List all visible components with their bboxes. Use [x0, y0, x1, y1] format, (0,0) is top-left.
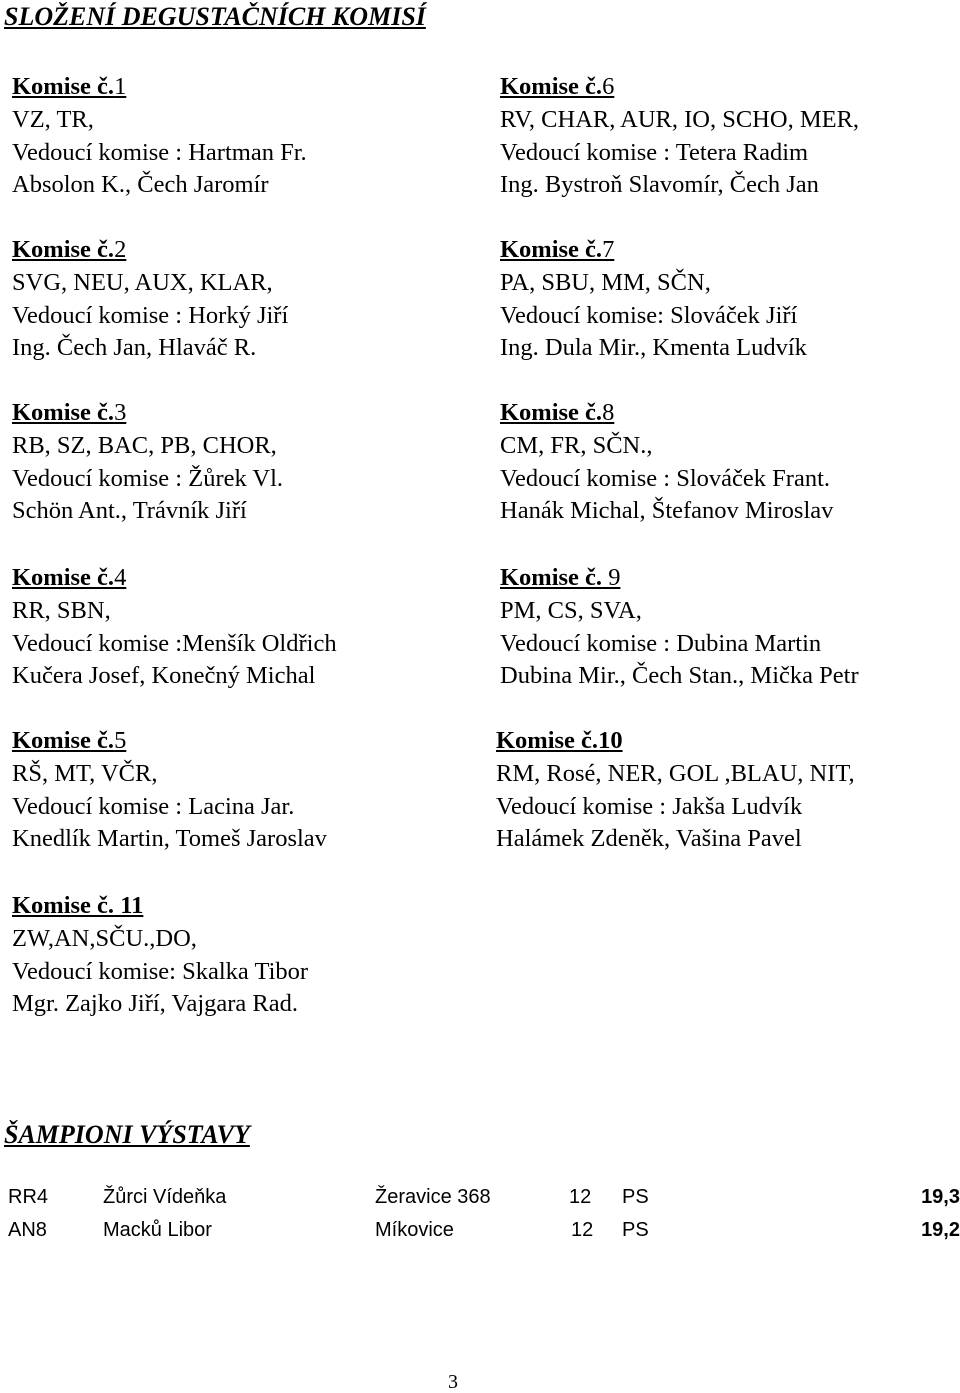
- komise-block-8: [500, 397, 833, 528]
- komise-leader: Vedoucí komise : Horký Jiří: [12, 301, 289, 329]
- komise-breeds: ZW,AN,SČU.,DO,: [12, 924, 197, 952]
- komise-breeds: PA, SBU, MM, SČN,: [500, 268, 711, 296]
- komise-leader: Vedoucí komise :Menšík Oldřich: [12, 629, 337, 657]
- komise-block-5: [12, 725, 327, 856]
- komise-block-2: [12, 234, 288, 365]
- komise-title: Komise č.8: [500, 399, 615, 426]
- komise-block-7: [500, 234, 807, 365]
- champion-type: PS: [622, 1219, 649, 1241]
- komise-leader: Vedoucí komise: Slováček Jiří: [500, 301, 798, 329]
- komise-members: Ing. Dula Mir., Kmenta Ludvík: [500, 334, 807, 362]
- komise-members: Dubina Mir., Čech Stan., Mička Petr: [500, 662, 859, 690]
- komise-block-1: [12, 71, 307, 202]
- komise-leader: Vedoucí komise : Dubina Martin: [500, 629, 822, 657]
- champion-place: Žeravice 368: [375, 1186, 491, 1208]
- komise-breeds: VZ, TR,: [12, 105, 94, 133]
- komise-members: Halámek Zdeněk, Vašina Pavel: [496, 825, 802, 853]
- komise-members: Schön Ant., Trávník Jiří: [12, 497, 247, 525]
- komise-block-6: [500, 71, 859, 202]
- komise-title: Komise č. 9: [500, 564, 621, 591]
- champion-score: 19,3: [921, 1186, 960, 1208]
- komise-block-10: [496, 725, 855, 856]
- komise-leader: Vedoucí komise : Jakša Ludvík: [496, 792, 803, 820]
- komise-title: Komise č.6: [500, 73, 615, 100]
- champion-code: AN8: [8, 1219, 47, 1241]
- champion-name: Macků Libor: [103, 1219, 212, 1241]
- komise-members: Hanák Michal, Štefanov Miroslav: [500, 497, 834, 525]
- champion-type: PS: [622, 1186, 649, 1208]
- komise-breeds: PM, CS, SVA,: [500, 596, 642, 624]
- komise-breeds: RŠ, MT, VČR,: [12, 759, 158, 787]
- komise-breeds: RM, Rosé, NER, GOL ,BLAU, NIT,: [496, 759, 855, 787]
- komise-breeds: CM, FR, SČN.,: [500, 431, 653, 459]
- page-number: 3: [448, 1371, 458, 1393]
- komise-breeds: RB, SZ, BAC, PB, CHOR,: [12, 431, 277, 459]
- komise-leader: Vedoucí komise: Skalka Tibor: [12, 957, 309, 985]
- komise-block-4: [12, 562, 337, 693]
- komise-members: Mgr. Zajko Jiří, Vajgara Rad.: [12, 990, 299, 1018]
- komise-block-9: [500, 562, 859, 693]
- komise-leader: Vedoucí komise : Tetera Radim: [500, 138, 809, 166]
- komise-leader: Vedoucí komise : Žůrek Vl.: [12, 464, 284, 492]
- champion-score: 19,2: [921, 1219, 960, 1241]
- komise-title: Komise č. 11: [12, 892, 144, 919]
- komise-breeds: RV, CHAR, AUR, IO, SCHO, MER,: [500, 105, 860, 133]
- komise-title: Komise č.2: [12, 236, 127, 263]
- komise-breeds: RR, SBN,: [12, 596, 111, 624]
- champion-num: 12: [571, 1219, 594, 1241]
- champion-code: RR4: [8, 1186, 49, 1208]
- komise-members: Ing. Bystroň Slavomír, Čech Jan: [500, 171, 819, 199]
- komise-block-3: [12, 397, 283, 528]
- komise-leader: Vedoucí komise : Slováček Frant.: [500, 464, 831, 492]
- champions-heading: ŠAMPIONI VÝSTAVY: [4, 1120, 250, 1149]
- komise-breeds: SVG, NEU, AUX, KLAR,: [12, 268, 273, 296]
- champion-place: Míkovice: [375, 1219, 454, 1241]
- page-heading: SLOŽENÍ DEGUSTAČNÍCH KOMISÍ: [4, 2, 426, 31]
- komise-members: Absolon K., Čech Jaromír: [12, 171, 269, 199]
- komise-block-11: [12, 890, 308, 1021]
- komise-members: Kučera Josef, Konečný Michal: [12, 662, 316, 690]
- komise-title: Komise č.5: [12, 727, 127, 754]
- champion-name: Žůrci Vídeňka: [103, 1186, 227, 1208]
- champion-num: 12: [569, 1186, 592, 1208]
- komise-title: Komise č.4: [12, 564, 127, 591]
- komise-members: Knedlík Martin, Tomeš Jaroslav: [12, 825, 327, 853]
- komise-title: Komise č.3: [12, 399, 127, 426]
- komise-title: Komise č.10: [496, 727, 623, 754]
- komise-title: Komise č.7: [500, 236, 615, 263]
- komise-title: Komise č.1: [12, 73, 127, 100]
- komise-leader: Vedoucí komise : Hartman Fr.: [12, 138, 307, 166]
- komise-members: Ing. Čech Jan, Hlaváč R.: [12, 334, 257, 362]
- komise-leader: Vedoucí komise : Lacina Jar.: [12, 792, 295, 820]
